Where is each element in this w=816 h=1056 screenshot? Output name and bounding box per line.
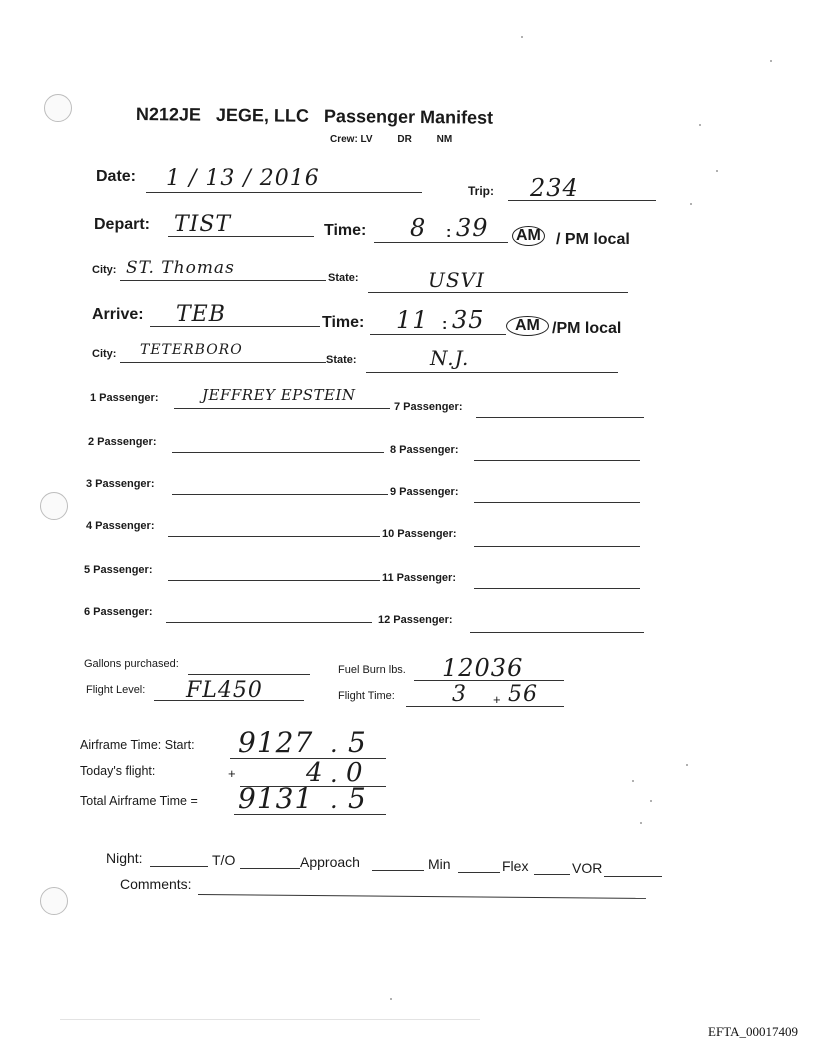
page-fold-line — [60, 1019, 480, 1020]
comments-label: Comments: — [120, 876, 192, 892]
depart-label: Depart: — [94, 216, 151, 233]
arrive-am — [506, 316, 549, 336]
arrive-time-line — [370, 334, 506, 335]
approach-line — [372, 870, 424, 871]
today-flight-plus: + — [228, 766, 236, 781]
passenger-6-label: 6 Passenger: — [84, 606, 153, 618]
punch-hole-middle — [40, 492, 68, 520]
passenger-2-line — [172, 452, 384, 453]
airframe-start-dot: . — [330, 730, 339, 758]
depart-state-line — [368, 292, 628, 293]
passenger-11-label: 11 Passenger: — [382, 572, 456, 584]
flight-time-hours: 3 — [452, 682, 467, 707]
airframe-start-tenth: 5 — [348, 726, 367, 759]
passenger-7-label: 7 Passenger: — [394, 401, 463, 413]
flex-line — [534, 874, 570, 875]
min-line — [458, 872, 500, 873]
depart-value: TIST — [174, 212, 232, 237]
flight-time-line — [406, 706, 564, 707]
arrive-minute: 35 — [452, 306, 485, 334]
arrive-hour: 11 — [396, 306, 429, 334]
scan-speck — [716, 170, 718, 172]
passenger-11-line — [474, 588, 640, 589]
passenger-5-label: 5 Passenger: — [84, 564, 153, 576]
passenger-10-label: 10 Passenger: — [382, 528, 457, 540]
arrive-pm-local: /PM local — [552, 320, 622, 337]
airframe-start-value: 9127 — [238, 726, 314, 759]
depart-time-sep: : — [446, 224, 452, 241]
passenger-2-label: 2 Passenger: — [88, 436, 157, 448]
scan-speck — [632, 780, 634, 782]
arrive-time-label: Time: — [322, 314, 365, 331]
scan-speck — [699, 124, 701, 126]
depart-city-value: ST. Thomas — [126, 258, 235, 278]
crew-line — [330, 134, 474, 145]
scan-speck — [690, 203, 692, 205]
arrive-am-circled: AM — [506, 316, 549, 336]
passenger-6-line — [166, 622, 372, 623]
crew-dr: DR — [397, 134, 412, 145]
scan-speck — [650, 800, 652, 802]
depart-minute: 39 — [456, 214, 489, 242]
depart-am-circled: AM — [512, 226, 545, 246]
passenger-1-label: 1 Passenger: — [90, 392, 159, 404]
arrive-state-value: N.J. — [430, 346, 470, 370]
passenger-8-label: 8 Passenger: — [390, 444, 459, 456]
punch-hole-top — [44, 94, 72, 122]
arrive-state-line — [366, 372, 618, 373]
arrive-state-label: State: — [326, 354, 357, 366]
arrive-city-label: City: — [92, 348, 117, 360]
passenger-4-label: 4 Passenger: — [86, 520, 155, 532]
arrive-time-sep: : — [442, 316, 448, 333]
depart-city-line — [120, 280, 326, 281]
flight-level-value: FL450 — [186, 678, 263, 703]
today-flight-value: 4 — [306, 758, 324, 788]
arrive-label: Arrive: — [92, 306, 144, 323]
arrive-value: TEB — [176, 302, 226, 327]
gallons-line — [188, 674, 310, 675]
manifest-title: Passenger Manifest — [323, 105, 494, 128]
comments-line — [198, 894, 646, 899]
approach-label: Approach — [300, 854, 360, 870]
passenger-9-line — [474, 502, 640, 503]
gallons-label: Gallons purchased: — [84, 658, 179, 670]
night-label: Night: — [106, 850, 143, 866]
depart-time-label: Time: — [324, 222, 367, 239]
scan-speck — [770, 60, 772, 62]
tail-number: N212JE — [135, 104, 202, 125]
passenger-8-line — [474, 460, 640, 461]
depart-state-value: USVI — [428, 268, 485, 292]
date-line — [146, 192, 422, 193]
date-label: Date: — [96, 168, 137, 185]
document-id: EFTA_00017409 — [708, 1024, 798, 1039]
trip-label: Trip: — [468, 184, 494, 198]
passenger-1-value: JEFFREY EPSTEIN — [202, 386, 356, 404]
arrive-city-value: TETERBORO — [140, 342, 243, 358]
header-title — [136, 104, 503, 129]
arrive-city-line — [120, 362, 326, 363]
fuel-burn-value: 12036 — [442, 654, 524, 682]
depart-city-label: City: — [92, 264, 117, 276]
passenger-12-line — [470, 632, 644, 633]
scan-speck — [686, 764, 688, 766]
scan-speck — [390, 998, 392, 1000]
flight-time-minutes: 56 — [508, 682, 538, 707]
trip-value: 234 — [530, 174, 579, 202]
total-airframe-value: 9131 — [238, 782, 314, 815]
company-name: JEGE, LLC — [215, 104, 310, 126]
today-flight-tenth: 0 — [346, 758, 364, 788]
today-flight-label: Today's flight: — [80, 764, 156, 778]
scan-speck — [640, 822, 642, 824]
fuel-burn-label: Fuel Burn lbs. — [338, 664, 406, 676]
flight-time-label: Flight Time: — [338, 690, 395, 702]
min-label: Min — [428, 856, 451, 872]
passenger-5-line — [168, 580, 380, 581]
night-line — [150, 866, 208, 867]
date-value: 1 / 13 / 2016 — [166, 166, 320, 191]
crew-label: Crew: LV — [330, 134, 373, 145]
passenger-12-label: 12 Passenger: — [378, 614, 453, 626]
vor-label: VOR — [572, 860, 603, 876]
total-airframe-dot: . — [330, 786, 339, 814]
depart-hour: 8 — [410, 214, 427, 242]
scan-speck — [521, 36, 523, 38]
depart-am — [512, 226, 545, 246]
crew-nm: NM — [436, 134, 453, 145]
to-label: T/O — [212, 852, 236, 868]
punch-hole-bottom — [40, 887, 68, 915]
airframe-start-label: Airframe Time: Start: — [80, 738, 195, 752]
passenger-7-line — [476, 417, 644, 418]
passenger-3-line — [172, 494, 388, 495]
passenger-10-line — [474, 546, 640, 547]
passenger-3-label: 3 Passenger: — [86, 478, 155, 490]
flex-label: Flex — [502, 858, 529, 874]
depart-time-line — [374, 242, 508, 243]
vor-line — [604, 876, 662, 877]
passenger-1-line — [174, 408, 390, 409]
passenger-4-line — [168, 536, 380, 537]
flight-time-plus: + — [493, 692, 501, 707]
depart-pm-local: / PM local — [556, 231, 630, 248]
flight-level-label: Flight Level: — [86, 684, 146, 696]
total-airframe-label: Total Airframe Time = — [80, 794, 198, 808]
to-line — [240, 868, 300, 869]
today-flight-dot: . — [330, 760, 339, 788]
depart-state-label: State: — [328, 272, 359, 284]
total-airframe-tenth: 5 — [348, 782, 367, 815]
passenger-9-label: 9 Passenger: — [390, 486, 459, 498]
